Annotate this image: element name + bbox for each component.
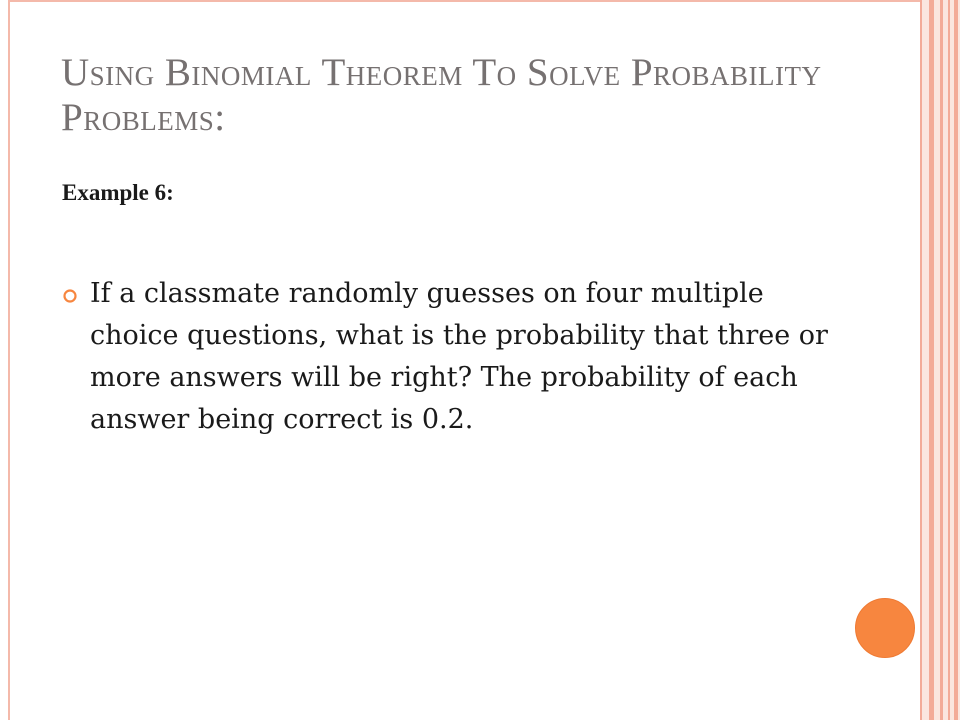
circle-bullet-icon — [62, 288, 78, 308]
accent-circle — [855, 598, 915, 658]
decorative-stripe — [954, 0, 958, 720]
decorative-stripe — [940, 0, 943, 720]
example-label: Example 6: — [62, 180, 174, 205]
slide-left-border — [8, 0, 10, 720]
bullet-text: If a classmate randomly guesses on four multiple choice questions, what is the probability that three or more answers will be right? The probability of each answer being correct is 0.2. — [90, 278, 828, 435]
slide-top-border — [8, 0, 920, 2]
decorative-stripe — [948, 0, 950, 720]
decorative-stripe — [929, 0, 934, 720]
slide-title: Using Binomial Theorem To Solve Probability Problems: — [61, 51, 822, 139]
bullet-item — [58, 273, 828, 441]
decorative-stripe — [920, 0, 922, 720]
